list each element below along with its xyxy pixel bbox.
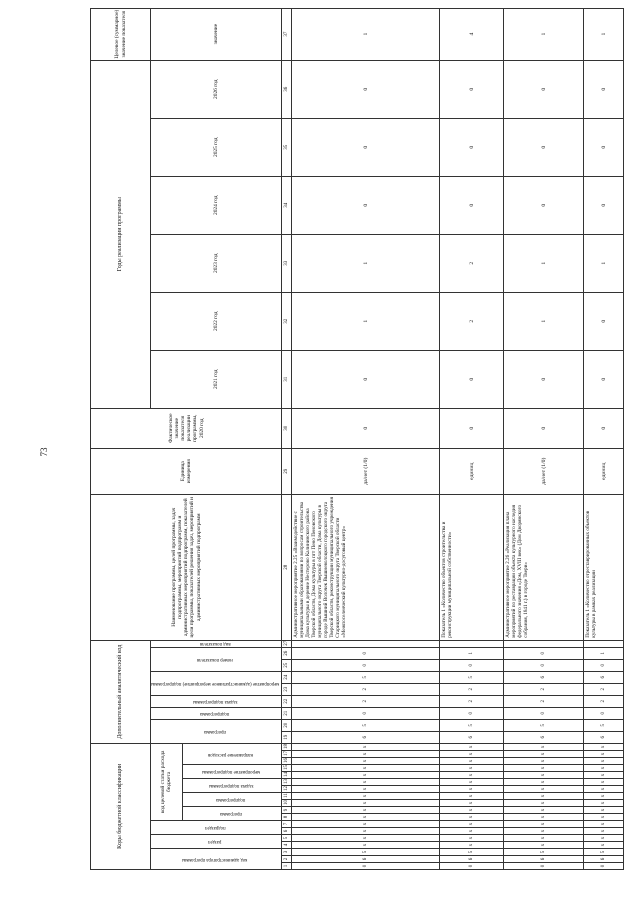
dop-vid-header: вид показателя (151, 640, 282, 647)
target-value-header: значение (151, 8, 282, 60)
year-2026-cell: 0 (440, 60, 504, 118)
year-2022-cell: 1 (292, 292, 440, 350)
code-cell: 5 (292, 671, 440, 683)
year-2021-cell: 0 (584, 350, 624, 408)
code-cell: 5 (292, 849, 440, 856)
year-2021-header: 2021 год (151, 350, 282, 408)
code-cell: 5 (440, 719, 504, 731)
code-cell: х (292, 772, 440, 779)
year-2023-header: 2023 год (151, 234, 282, 292)
table-row (292, 8, 440, 869)
code-cell: 5 (440, 849, 504, 856)
year-2023-cell: 1 (584, 234, 624, 292)
code-cell: 0 (584, 707, 624, 719)
code-cell: 5 (584, 849, 624, 856)
target-cell: 1 (292, 8, 440, 60)
code-cell: 5 (584, 719, 624, 731)
table-body (292, 8, 624, 869)
fact-cell: 0 (504, 408, 584, 448)
podprogramma-header: подпрограмма (182, 793, 282, 807)
code-cell: х (504, 807, 584, 814)
code-cell: х (440, 800, 504, 807)
code-cell: 6 (584, 856, 624, 863)
code-cell: 0 (440, 707, 504, 719)
code-cell: 6 (584, 671, 624, 683)
code-cell: 0 (504, 659, 584, 671)
year-2022-cell: 1 (504, 292, 584, 350)
code-cell: 6 (440, 856, 504, 863)
code-cell: 0 (440, 659, 504, 671)
year-2021-cell: 0 (504, 350, 584, 408)
code-cell: х (292, 814, 440, 821)
code-cell: х (584, 743, 624, 750)
code-cell: х (504, 842, 584, 849)
code-cell: х (440, 793, 504, 800)
code-cell: х (440, 835, 504, 842)
code-cell: х (292, 765, 440, 772)
code-cell: 1 (584, 647, 624, 659)
blank-code-cell (504, 640, 584, 647)
code-cell: 0 (292, 659, 440, 671)
blank-code-cell (292, 640, 440, 647)
code-cell: х (440, 743, 504, 750)
podrazdel-header: подраздел (151, 821, 282, 835)
programma-header: программа (182, 807, 282, 821)
dop-programma-header: программа (151, 719, 282, 743)
name-cell: Показатель 1 «Количество объектов строительства и реконструкции муниципальной собственности» (440, 494, 504, 640)
years-header: Годы реализации программы (91, 60, 151, 408)
code-cell: х (504, 743, 584, 750)
code-cell: 2 (504, 695, 584, 707)
year-2026-cell: 0 (584, 60, 624, 118)
year-2023-cell: 2 (440, 234, 504, 292)
napravlenie-header: направление расходов (182, 743, 282, 764)
year-2026-header: 2026 год (151, 60, 282, 118)
razdel-header: раздел (151, 835, 282, 849)
code-cell: х (504, 814, 584, 821)
year-2024-cell: 0 (292, 176, 440, 234)
code-cell: х (584, 779, 624, 786)
year-2026-cell: 0 (504, 60, 584, 118)
program-indicators-table (90, 8, 624, 870)
unit-cell: да/нет (1/0) (504, 448, 584, 494)
code-cell: х (584, 807, 624, 814)
code-cell: х (440, 758, 504, 765)
code-cell: х (584, 835, 624, 842)
code-cell: х (292, 821, 440, 828)
year-2024-header: 2024 год (151, 176, 282, 234)
code-cell: х (584, 758, 624, 765)
year-2024-cell: 0 (584, 176, 624, 234)
code-cell: х (504, 751, 584, 758)
code-cell: 6 (440, 731, 504, 743)
unit-cell: единиц (584, 448, 624, 494)
code-cell: х (584, 800, 624, 807)
fact-cell: 0 (292, 408, 440, 448)
year-2024-cell: 0 (440, 176, 504, 234)
code-cell: х (504, 758, 584, 765)
code-cell: х (292, 758, 440, 765)
code-cell: 1 (440, 647, 504, 659)
code-cell: 2 (440, 695, 504, 707)
code-cell: х (440, 821, 504, 828)
code-cell: х (584, 772, 624, 779)
table-row (504, 8, 584, 869)
code-cell: х (292, 828, 440, 835)
code-cell: х (292, 793, 440, 800)
code-cell: х (440, 765, 504, 772)
target-header: Целевое (суммарное) значение показателя (91, 8, 151, 60)
admin-code-header: код администратора программы (151, 849, 282, 870)
year-2025-cell: 0 (292, 118, 440, 176)
year-2021-cell: 0 (440, 350, 504, 408)
code-cell: 5 (440, 671, 504, 683)
unit-cell: да/нет (1/0) (292, 448, 440, 494)
code-cell: х (584, 842, 624, 849)
dop-meropriyatie-header: мероприятие (административное мероприятие) подпрограммы (151, 671, 282, 695)
table-row (440, 8, 504, 869)
code-cell: х (292, 743, 440, 750)
code-cell: 5 (504, 849, 584, 856)
code-cell: х (504, 765, 584, 772)
target-cell: 1 (584, 8, 624, 60)
year-2025-cell: 0 (584, 118, 624, 176)
code-cell: х (440, 814, 504, 821)
code-cell: х (584, 821, 624, 828)
fact-cell: 0 (584, 408, 624, 448)
target-cell: 1 (504, 8, 584, 60)
unit-header: Единица измерения (91, 448, 282, 494)
code-cell: 5 (292, 719, 440, 731)
target-cell: 4 (440, 8, 504, 60)
code-cell: 6 (584, 731, 624, 743)
code-cell: 6 (504, 671, 584, 683)
landscape-table-sheet (90, 9, 620, 870)
year-2021-cell: 0 (292, 350, 440, 408)
code-cell: 2 (440, 683, 504, 695)
code-cell: х (504, 772, 584, 779)
page-number: 73 (39, 447, 49, 457)
code-cell: х (584, 828, 624, 835)
name-cell: Административное мероприятие 2.26 «Реализация плана мероприятий по реставрации объекта культурного наследия федерального значения «Дом, XVIII век» (Дом Дворянского собрания, 1841 г.) в городе Твери» (504, 494, 584, 640)
code-cell: 2 (292, 695, 440, 707)
name-header: Наименование программы, целей программы, задач подпрограммы, мероприятий подпрограмм и административных мероприятий подпрограмм, показателей цели программы, показателей решения задач, мероприятий и административных мероприятий подпрограмм (91, 494, 282, 640)
rotated-page-canvas (90, 9, 620, 870)
header-row-top (91, 8, 151, 869)
code-cell: х (504, 779, 584, 786)
code-cell: 2 (504, 683, 584, 695)
year-2022-cell: 2 (440, 292, 504, 350)
code-cell: х (440, 786, 504, 793)
code-cell: х (292, 786, 440, 793)
dop-nomer-header: номер показателя (151, 647, 282, 671)
code-cell: х (292, 842, 440, 849)
year-2023-cell: 1 (292, 234, 440, 292)
year-2025-cell: 0 (504, 118, 584, 176)
code-cell: х (504, 800, 584, 807)
code-cell: х (504, 821, 584, 828)
code-cell: 6 (504, 731, 584, 743)
zadacha-header: задача подпрограммы (182, 779, 282, 793)
meropriyatie-header: мероприятие подпрограммы (182, 765, 282, 779)
code-cell: х (292, 800, 440, 807)
fact-cell: 0 (440, 408, 504, 448)
code-cell: х (440, 842, 504, 849)
code-cell: 0 (504, 707, 584, 719)
table-row (584, 8, 624, 869)
year-2025-header: 2025 год (151, 118, 282, 176)
dop-code-header: Дополнительный аналитический код (91, 640, 151, 743)
dop-zadacha-header: задача подпрограммы (151, 695, 282, 707)
code-cell: 6 (504, 856, 584, 863)
code-cell: 0 (440, 863, 504, 870)
cel-header: код целевой статьи расхода бюджета (151, 743, 183, 820)
code-cell: 2 (584, 695, 624, 707)
code-cell: 6 (292, 856, 440, 863)
code-cell: х (584, 814, 624, 821)
code-cell: х (292, 835, 440, 842)
code-cell: х (504, 828, 584, 835)
code-cell: 0 (292, 863, 440, 870)
year-2024-cell: 0 (504, 176, 584, 234)
code-cell: 5 (504, 719, 584, 731)
code-cell: х (584, 751, 624, 758)
fact-header: Фактическое значение показателя реализации программы, 2020 год (91, 408, 282, 448)
code-cell: х (440, 779, 504, 786)
code-cell: х (440, 772, 504, 779)
year-2025-cell: 0 (440, 118, 504, 176)
code-cell: х (504, 835, 584, 842)
code-cell: х (292, 807, 440, 814)
dop-podprogramma-header: подпрограмма (151, 707, 282, 719)
code-cell: 0 (292, 647, 440, 659)
codes-header: Коды бюджетной классификации (91, 743, 151, 869)
code-cell: 0 (504, 863, 584, 870)
code-cell: х (504, 793, 584, 800)
code-cell: 0 (292, 707, 440, 719)
year-2023-cell: 1 (504, 234, 584, 292)
name-cell: Административное мероприятие 2.25 «Взаимодействие с муниципальными образованиями по вопросам строительства Дома культуры в деревне Нестерово Калининского района Тверской области, Дома культуры в пгт Пено Пеновского муниципального округа Тверской области, Дома культуры в городе Вышний Волочек Вышневолоцкого городского округа Тверской области, реконструкции муниципального учреждения Старицкого муниципального округа Тверской области «Межпоселенческий культурно-досуговый центр» (292, 494, 440, 640)
code-cell: х (440, 828, 504, 835)
code-cell: х (584, 765, 624, 772)
code-cell: 0 (504, 647, 584, 659)
code-cell: 0 (584, 659, 624, 671)
code-cell: х (504, 786, 584, 793)
year-2026-cell: 0 (292, 60, 440, 118)
code-cell: х (584, 786, 624, 793)
code-cell: х (440, 751, 504, 758)
code-cell: х (584, 793, 624, 800)
code-cell: 2 (584, 683, 624, 695)
code-cell: х (292, 779, 440, 786)
year-2022-header: 2022 год (151, 292, 282, 350)
code-cell: 6 (292, 731, 440, 743)
code-cell: 2 (292, 683, 440, 695)
unit-cell: единиц (440, 448, 504, 494)
name-cell: Показатель 1 «Количество отреставрированных объектов культуры в рамках реализации (584, 494, 624, 640)
blank-code-cell (440, 640, 504, 647)
code-cell: х (440, 807, 504, 814)
code-cell: 0 (584, 863, 624, 870)
column-number-row: 1 2 3 4 5 6 7 8 9 10 11 12 13 14 15 16 17 18 19 20 21 22 23 24 25 26 27 28 29 30 31 32 33 34 35 36 37 (282, 8, 292, 869)
year-2022-cell: 0 (584, 292, 624, 350)
blank-code-cell (584, 640, 624, 647)
code-cell: х (292, 751, 440, 758)
